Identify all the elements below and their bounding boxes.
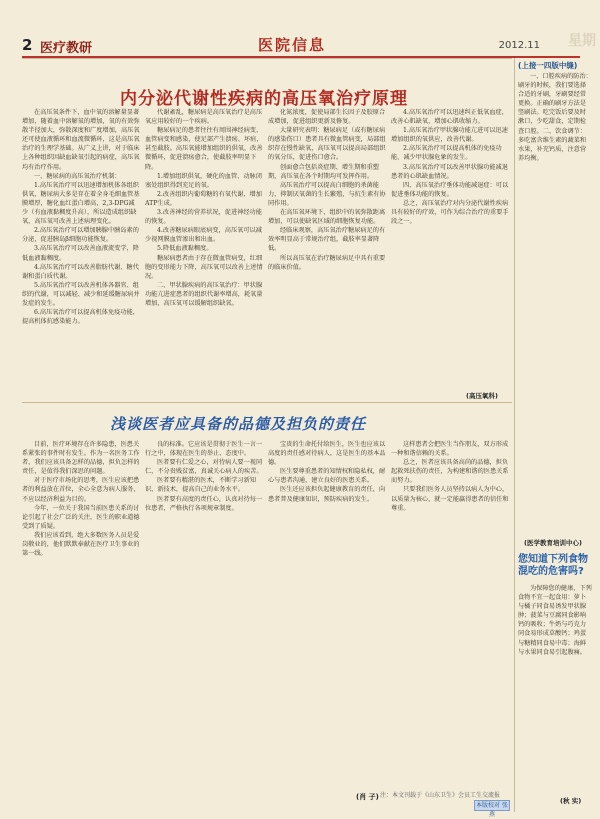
paragraph: 5.降低血液黏稠度。: [157, 245, 213, 253]
paragraph: 2.改善组织内葡萄糖的有氧代谢，增加ATP生成。: [145, 190, 262, 207]
paragraph: 1.高压氧治疗甲状腺功能亢进可以迅速增加组织的氧供应，改善代谢。: [391, 127, 508, 144]
article1-department-tag: (高压氧科): [466, 392, 498, 400]
paragraph: 经临床观察，高压氧治疗糖尿病足的有效率明显高于常规治疗组，截肢率显著降低。: [268, 227, 386, 253]
paragraph: 糖尿病患者由于存在微血管病变，红细胞的变形能力下降，高压氧可以改善上述情况。: [145, 254, 263, 280]
article1-column-3: [268, 108, 386, 400]
paragraph: 4.高压氧治疗可以迅速纠正低氧血症，改善心肌缺氧，增加心肌收缩力。: [391, 109, 508, 126]
paragraph: 这样患者会把医生当作朋友，双方形成一种和谐信赖的关系。: [391, 441, 509, 458]
paragraph: 总之，高压氧治疗对内分泌代谢性疾病具有较好的疗效，可作为综合治疗的重要手段之一。: [391, 199, 509, 226]
section-title: 医疗教研: [40, 41, 93, 56]
sidebar-continuation-note: (上接一四版中缝): [518, 61, 578, 70]
paragraph: 一、糖尿病的高压氧治疗机制：: [34, 172, 121, 180]
paragraph: 在高压氧环境下，组织中的氧弥散距离增加，可以使缺氧区域的细胞恢复功能。: [268, 209, 386, 226]
paragraph: 医者要有高度的责任心，认真对待每一位患者，严格执行各项规章制度。: [145, 495, 263, 512]
paragraph: 创面愈合包括炎症期、增生期和重塑期，高压氧在各个时期均可发挥作用。: [268, 163, 379, 180]
sidebar-box-title: 您知道下列食物混吃的危害吗?: [518, 554, 588, 577]
article2-column-3: [268, 440, 386, 792]
footer-note: 注：本文刊载于《山东卫生》会员工生交流报: [380, 792, 501, 799]
paragraph: 良的标准。它应该是贯彻于医生一言一行之中，体现在医生的举止、态度中。: [145, 441, 263, 458]
article2-title: 浅谈医者应具备的品德及担负的责任: [110, 415, 367, 433]
masthead-edge: 星期: [568, 33, 596, 49]
article-divider: [22, 402, 512, 403]
footer-proofreader-box: 本版校对 张燕: [474, 800, 510, 811]
article1-title: 内分泌代谢性疾病的高压氧治疗原理: [120, 89, 408, 109]
paragraph: 对于医疗市场化的思考，医生应该把患者的利益放在首位，全心全意为病人服务，不应以经济利益为目的。: [22, 477, 140, 503]
paragraph: 3.高压氧治疗可以改善甲状腺功能减退患者的心肌缺血情况。: [391, 163, 508, 180]
page-number: 2: [22, 36, 33, 54]
paragraph: 医者要有仁爱之心，对待病人要一视同仁，不分贵贱贫富，真诚关心病人的疾苦。: [145, 459, 263, 476]
sidebar-column: [518, 72, 592, 532]
sidebar-box-column: [518, 584, 592, 794]
paragraph: 3.改善神经的营养状况，促进神经功能的恢复。: [145, 209, 262, 226]
sidebar-box-author: (秋 实): [560, 797, 582, 805]
paragraph: 化氮浓度，促使局部生长因子及胶原合成增加，促进组织更新及修复。: [268, 109, 386, 126]
paragraph: 1.增加组织供氧，硬化的血管、动脉闭塞处组织得到充足的氧。: [145, 172, 262, 189]
paragraph: 4.改善糖尿病眼底病变，高压氧可以减少视网膜血管渗出和出血。: [145, 227, 262, 244]
paragraph: 四、高压氧治疗垂体功能减退症：可以促进垂体功能的恢复。: [391, 181, 509, 198]
paragraph: 医生要尊重患者的知情权和隐私权，耐心与患者沟通，建立良好的医患关系。: [268, 468, 386, 485]
paragraph: 宝贵的生命托付给医生，医生也应该以高度的责任感对待病人，这是医生的基本品德。: [268, 441, 386, 467]
paragraph: 二、甲状腺疾病的高压氧治疗：甲状腺功能亢进症患者的组织代谢率增高，耗氧量增加，高压氧可以缓解组织缺氧。: [145, 281, 263, 307]
issue-date: 2012.11: [498, 40, 540, 51]
sidebar-department-tag: (医学教育培训中心): [524, 539, 582, 547]
paragraph: 2.高压氧治疗可以提高机体的免疫功能，减少甲状腺危象的发生。: [391, 145, 502, 162]
paragraph: 今年，一位关于我国当前医患关系的讨论引起了社会广泛的关注，医生的职业道德受到了质疑。: [22, 504, 140, 530]
page-header: [22, 34, 580, 58]
paragraph: 大量研究表明：糖尿病足（或有糖尿病的感染伤口）患者具有微血管病变，局部组织存在慢性缺氧，高压氧可以提高局部组织的氧分压，促进伤口愈合。: [268, 127, 386, 162]
paragraph: 糖尿病足的患者往往有周围神经病变、血管病变和感染，使足部产生溃疡、坏疽，甚至截肢。高压氧能增加组织的供氧，改善微循环，促进溃疡愈合，使截肢率明显下降。: [145, 127, 263, 171]
newspaper-logo: 医院信息: [258, 36, 327, 54]
paragraph: 只要我们医务人员坚持以病人为中心，以质量为核心，就一定能赢得患者的信任和尊重。: [391, 486, 509, 512]
paragraph: 医者要有精湛的医术，不断学习新知识、新技术，提高自己的业务水平。: [145, 477, 256, 494]
paragraph: 所以高压氧在治疗糖尿病足中具有重要的临床价值。: [268, 254, 386, 271]
paragraph: 总之，医者应该具备高尚的品德，担负起救死扶伤的责任，为构建和谐的医患关系而努力。: [391, 459, 509, 485]
article1-column-1: [22, 108, 140, 400]
article1-column-4: [391, 108, 509, 388]
paragraph: 1.高压氧治疗可以迅速增加机体各组织供氧，糖尿病大多是存在着全身毛细血管基膜增厚，糖化血红蛋白增高，2,3-DPG减少（有血液黏稠度升高），所以造成组织缺氧，高压氧可改善上述病理变化。: [22, 181, 140, 226]
paragraph: 一、口腔疾病的防治：刷牙的时候，我们要选择合适的牙刷，牙刷要经常更换。正确的刷牙方法是竖刷法。吃完饭后要及时漱口，少吃甜食，定期检查口腔。二、饮食调节：多吃富含维生素的蔬菜和水果，补充钙质，注意营养均衡。: [518, 73, 592, 162]
paragraph: 5.高压氧治疗可以改善机体各器官、组织的代谢，可以减轻、减少和延缓糖尿病并发症的发生。: [22, 281, 140, 307]
paragraph: 目前，医疗环境存在许多隐患，医患关系紧张的事件时有发生。作为一名医务工作者，我们应该具备怎样的品德，担负怎样的责任，是值得我们深思的问题。: [22, 441, 140, 476]
article2-column-1: [22, 440, 140, 792]
paragraph: 在高压氧条件下，血中氧的溶解量显著增加，随着血中溶解氧的增加，氧的有效弥散半径加大，弥散深度和广度增加，高压氧还可使血液循环和血流微循环，这是高压氧治疗的生理学基础。从广义上讲，对于临床上各种组织因缺血缺氧引起的病症，高压氧均有治疗作用。: [22, 109, 140, 171]
paragraph: 我们应该看到，绝大多数医务人员是爱岗敬业的，他们默默奉献在医疗卫生事业的第一线。: [22, 531, 140, 558]
paragraph: 高压氧治疗可以提高白细胞的杀菌能力，抑制厌氧菌的生长繁殖，与抗生素有协同作用。: [268, 181, 386, 207]
paragraph: 医生还应该担负起健康教育的责任，向患者普及健康知识，预防疾病的发生。: [268, 486, 386, 503]
article2-author: (肖 子): [356, 793, 379, 801]
article1-column-2: [145, 108, 263, 400]
paragraph: 代谢紊乱，糖尿病是高压氧治疗是高压氧应用较好的一个疾病。: [145, 109, 263, 126]
article2-column-2: [145, 440, 263, 792]
paragraph: 6.高压氧治疗可以提高机体免疫功能，提高机体抗感染能力。: [22, 309, 139, 326]
paragraph: 4.高压氧治疗可以改善脂肪代谢、糖代谢和蛋白质代谢。: [22, 263, 139, 280]
paragraph: 为保障您的健康，下列食物不宜一起食用：萝卜与橘子同食易诱发甲状腺肿；菠菜与豆腐同食影响钙的吸收；牛奶与巧克力同食易形成草酸钙；鸡蛋与糖精同食易中毒；海鲜与水果同食易引起腹痛。: [518, 585, 592, 656]
article2-column-4: [391, 440, 509, 780]
paragraph: 3.高压氧治疗可以改善血液流变学，降低血液黏稠度。: [22, 245, 139, 262]
header-rule: [22, 58, 512, 59]
paragraph: 2.高压氧治疗可以增加胰腺中胰岛素的分泌，促进胰岛β细胞功能恢复。: [22, 227, 139, 244]
